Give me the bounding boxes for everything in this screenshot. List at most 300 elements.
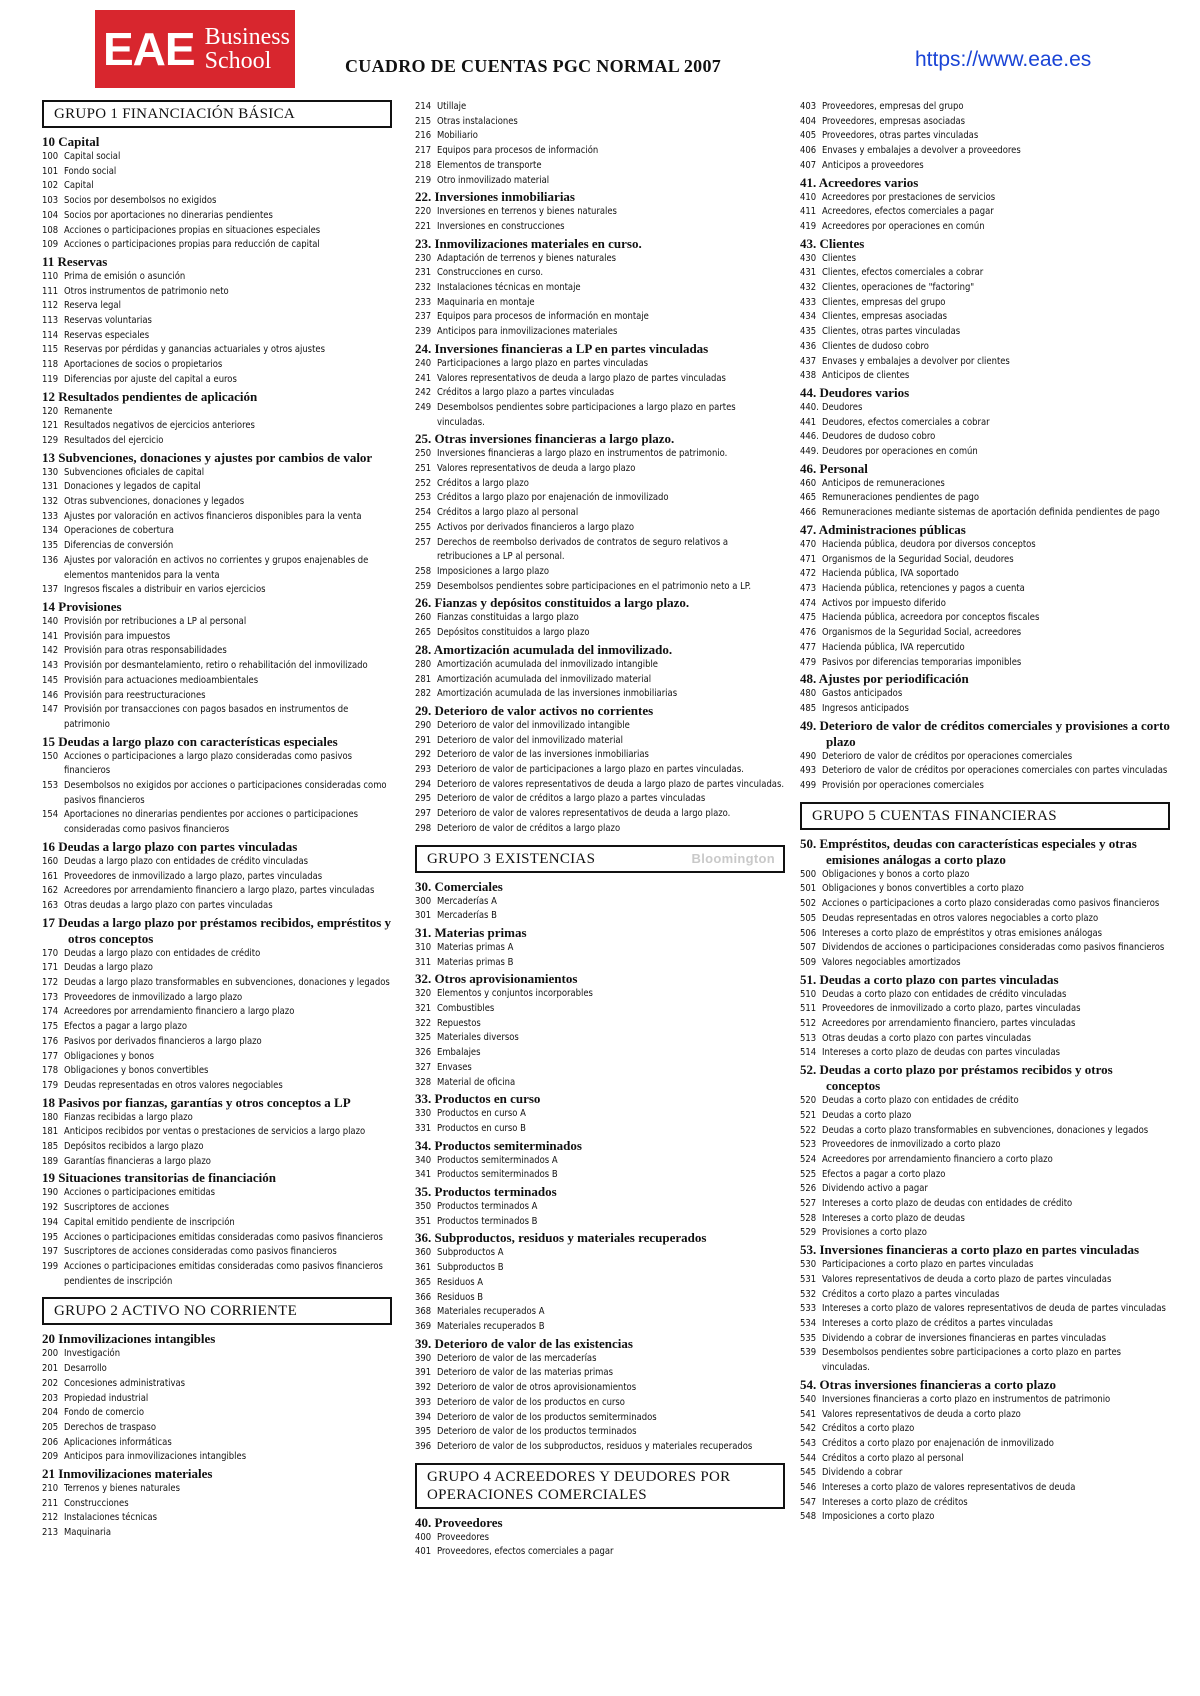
account-code: 502 <box>800 898 817 910</box>
subgroup-heading: 44. Deudores varios <box>800 384 910 400</box>
account-code: 237 <box>415 311 432 323</box>
account-code: 391 <box>415 1367 432 1379</box>
subgroup-heading: 33. Productos en curso <box>415 1091 541 1107</box>
account-name: Acciones o participaciones a corto plazo consideradas como pasivos financieros <box>822 898 1160 910</box>
account-item <box>415 1411 785 1426</box>
account-code: 221 <box>415 220 432 232</box>
accounts-column-1 <box>42 100 392 1541</box>
website-link[interactable]: https://www.eae.es <box>915 48 1092 71</box>
account-name: Dividendo a cobrar <box>822 1467 903 1479</box>
account-name: Inversiones en construcciones <box>437 220 565 232</box>
account-name: Productos terminados B <box>437 1215 538 1227</box>
account-name: Residuos B <box>437 1291 484 1303</box>
account-item <box>42 1050 392 1065</box>
account-name: Fondo de comercio <box>64 1407 145 1419</box>
account-code: 532 <box>800 1288 817 1300</box>
account-item <box>415 565 785 580</box>
account-name: Remuneraciones pendientes de pago <box>822 492 980 504</box>
account-code: 466 <box>800 507 817 519</box>
account-item <box>800 1197 1170 1212</box>
account-name: Propiedad industrial <box>64 1392 149 1404</box>
account-code: 480 <box>800 688 817 700</box>
account-code: 265 <box>415 627 432 639</box>
account-name: Deudas a largo plazo <box>64 962 153 974</box>
account-code: 130 <box>42 466 59 478</box>
account-code: 240 <box>415 357 432 369</box>
account-code: 114 <box>42 329 59 341</box>
account-item <box>415 1122 785 1137</box>
account-item <box>42 674 392 689</box>
account-name: Anticipos de clientes <box>822 370 910 382</box>
account-item <box>800 401 1170 416</box>
account-item <box>415 1061 785 1076</box>
account-code: 178 <box>42 1065 59 1077</box>
account-name: Hacienda pública, acreedora por conceptos fiscales <box>822 612 1040 624</box>
account-name: Ajustes por valoración en activos financieros disponibles para la venta <box>64 510 362 522</box>
account-name: Proveedores de inmovilizado a largo plazo, partes vinculadas <box>64 870 323 882</box>
account-code: 176 <box>42 1035 59 1047</box>
account-code: 190 <box>42 1187 59 1199</box>
account-code: 366 <box>415 1291 432 1303</box>
account-code: 528 <box>800 1212 817 1224</box>
account-item <box>415 447 785 462</box>
account-name: Depósitos recibidos a largo plazo <box>64 1141 204 1153</box>
accounts-column-2 <box>415 100 785 1560</box>
account-code: 150 <box>42 750 59 762</box>
account-item <box>415 325 785 340</box>
account-code: 119 <box>42 373 59 385</box>
account-name: Efectos a pagar a corto plazo <box>822 1168 946 1180</box>
account-name: Otro inmovilizado material <box>437 174 550 186</box>
account-code: 527 <box>800 1198 817 1210</box>
account-name: Construcciones en curso. <box>437 267 544 279</box>
account-item <box>415 281 785 296</box>
account-code: 160 <box>42 855 59 867</box>
subgroup-heading: 18 Pasivos por fianzas, garantías y otros conceptos a LP <box>42 1094 351 1110</box>
account-name: Deudas a corto plazo <box>822 1109 912 1121</box>
account-code: 474 <box>800 597 817 609</box>
account-code: 118 <box>42 359 59 371</box>
account-item <box>42 659 392 674</box>
account-name: Créditos a corto plazo al personal <box>822 1452 964 1464</box>
account-code: 544 <box>800 1452 817 1464</box>
account-item <box>415 491 785 506</box>
subgroup-heading: 35. Productos terminados <box>415 1184 557 1200</box>
account-code: 141 <box>42 630 59 642</box>
account-name: Deudas a largo plazo con entidades de crédito <box>64 947 261 959</box>
account-code: 325 <box>415 1032 432 1044</box>
account-name: Participaciones a largo plazo en partes vinculadas <box>437 357 649 369</box>
account-code: 280 <box>415 658 432 670</box>
account-item <box>415 144 785 159</box>
subgroup-heading: 41. Acreedores varios <box>800 174 919 190</box>
account-code: 472 <box>800 568 817 580</box>
account-item <box>42 1064 392 1079</box>
account-name: Materias primas B <box>437 956 514 968</box>
account-code: 540 <box>800 1393 817 1405</box>
subgroup-heading: 40. Proveedores <box>415 1514 503 1530</box>
account-name: Deterioro de valor de los productos en curso <box>437 1396 625 1408</box>
account-name: Diferencias por ajuste del capital a euros <box>64 373 237 385</box>
account-code: 214 <box>415 101 432 112</box>
account-code: 194 <box>42 1216 59 1228</box>
account-item <box>42 808 392 837</box>
account-name: Deterioro de valores representativos de deuda a largo plazo de partes vinculadas. <box>437 778 785 790</box>
account-item <box>415 1200 785 1215</box>
account-code: 202 <box>42 1377 59 1389</box>
account-code: 449. <box>800 446 819 458</box>
account-name: Combustibles <box>437 1003 495 1015</box>
account-name: Valores representativos de deuda a corto plazo <box>822 1408 1021 1420</box>
subgroup-heading: 32. Otros aprovisionamientos <box>415 971 578 987</box>
account-name: Gastos anticipados <box>822 688 903 700</box>
account-code: 110 <box>42 270 59 282</box>
account-code: 473 <box>800 582 817 594</box>
account-item <box>415 1291 785 1306</box>
account-code: 437 <box>800 355 817 367</box>
subgroup-heading: 21 Inmovilizaciones materiales <box>42 1466 213 1482</box>
account-code: 170 <box>42 947 59 959</box>
account-item <box>800 779 1170 794</box>
account-code: 210 <box>42 1483 59 1495</box>
account-item <box>415 1246 785 1261</box>
account-name: Material de oficina <box>437 1076 516 1088</box>
account-name: Repuestos <box>437 1017 481 1029</box>
account-item <box>415 1545 785 1560</box>
account-code: 521 <box>800 1109 817 1121</box>
account-item <box>800 1422 1170 1437</box>
account-item <box>800 1124 1170 1139</box>
account-item <box>415 1017 785 1032</box>
account-code: 331 <box>415 1122 432 1134</box>
account-item <box>42 1005 392 1020</box>
account-item <box>415 748 785 763</box>
account-name: Dividendos de acciones o participaciones consideradas como pasivos financieros <box>822 942 1165 954</box>
account-code: 368 <box>415 1306 432 1318</box>
account-code: 440. <box>800 401 819 413</box>
account-item <box>800 325 1170 340</box>
account-item <box>42 1450 392 1465</box>
account-name: Derechos de reembolso derivados de contratos de seguro relativos a retribuciones a LP al personal. <box>437 536 729 563</box>
account-name: Capital <box>64 180 94 192</box>
account-item <box>415 1107 785 1122</box>
account-name: Capital social <box>64 151 121 162</box>
account-code: 100 <box>42 151 59 162</box>
subgroup-heading: 12 Resultados pendientes de aplicación <box>42 388 258 404</box>
account-item <box>415 626 785 641</box>
account-name: Deterioro de valor de las mercaderías <box>437 1352 597 1364</box>
account-name: Deterioro de valor de los productos terminados <box>437 1426 637 1438</box>
account-item <box>800 115 1170 130</box>
account-code: 547 <box>800 1496 817 1508</box>
account-item <box>800 927 1170 942</box>
account-code: 390 <box>415 1352 432 1364</box>
account-name: Aportaciones de socios o propietarios <box>64 359 223 371</box>
account-name: Instalaciones técnicas <box>64 1512 157 1524</box>
account-item <box>800 597 1170 612</box>
account-code: 369 <box>415 1321 432 1332</box>
account-code: 360 <box>415 1247 432 1259</box>
account-item <box>42 1245 392 1260</box>
account-item <box>800 252 1170 267</box>
account-code: 103 <box>42 195 59 207</box>
account-item <box>42 466 392 481</box>
account-code: 490 <box>800 750 817 762</box>
account-name: Otras subvenciones, donaciones y legados <box>64 496 245 508</box>
account-code: 321 <box>415 1003 432 1015</box>
account-name: Acciones o participaciones emitidas consideradas como pasivos financieros <box>64 1231 383 1243</box>
account-code: 189 <box>42 1155 59 1167</box>
account-name: Otras instalaciones <box>437 115 518 127</box>
account-item <box>800 369 1170 384</box>
account-code: 432 <box>800 282 817 294</box>
account-name: Anticipos recibidos por ventas o prestaciones de servicios a largo plazo <box>64 1126 366 1138</box>
account-code: 500 <box>800 868 817 880</box>
account-item <box>800 626 1170 641</box>
account-item <box>42 1497 392 1512</box>
account-code: 438 <box>800 370 817 382</box>
account-name: Valores representativos de deuda a largo plazo de partes vinculadas <box>437 372 726 384</box>
account-item <box>415 100 785 115</box>
account-item <box>42 165 392 180</box>
account-item <box>800 491 1170 506</box>
group-heading-text: GRUPO 1 FINANCIACIÓN BÁSICA <box>54 106 296 122</box>
account-name: Socios por desembolsos no exigidos <box>64 195 217 207</box>
account-item <box>800 611 1170 626</box>
account-item <box>42 1347 392 1362</box>
account-item <box>42 539 392 554</box>
account-item <box>42 1035 392 1050</box>
account-name: Deudas representadas en otros valores negociables a corto plazo <box>822 912 1099 924</box>
account-item <box>800 764 1170 779</box>
account-code: 154 <box>42 809 59 821</box>
account-code: 546 <box>800 1482 817 1494</box>
account-code: 231 <box>415 267 432 279</box>
account-item <box>42 419 392 434</box>
account-item <box>415 580 785 595</box>
account-item <box>415 1031 785 1046</box>
account-name: Resultados del ejercicio <box>64 434 164 446</box>
account-code: 145 <box>42 674 59 686</box>
account-item <box>415 1076 785 1091</box>
account-name: Anticipos a proveedores <box>822 159 924 171</box>
account-item <box>42 510 392 525</box>
subgroup-heading: 24. Inversiones financieras a LP en partes vinculadas <box>415 340 709 356</box>
account-item <box>800 882 1170 897</box>
account-name: Ajustes por valoración en activos no corrientes y grupos enajenables de elementos mantenidos para la venta <box>64 554 369 581</box>
subgroup-heading: 34. Productos semiterminados <box>415 1137 582 1153</box>
account-item <box>800 1466 1170 1481</box>
account-code: 112 <box>42 300 59 312</box>
account-item <box>42 194 392 209</box>
account-code: 395 <box>415 1426 432 1438</box>
account-code: 535 <box>800 1332 817 1344</box>
account-name: Clientes de dudoso cobro <box>822 340 929 352</box>
account-item <box>800 1496 1170 1511</box>
account-code: 108 <box>42 224 59 236</box>
account-item <box>800 296 1170 311</box>
account-code: 470 <box>800 538 817 550</box>
account-code: 101 <box>42 165 59 177</box>
account-code: 215 <box>415 115 432 127</box>
account-code: 295 <box>415 793 432 805</box>
account-item <box>42 373 392 388</box>
account-code: 142 <box>42 645 59 657</box>
account-code: 212 <box>42 1512 59 1524</box>
account-name: Imposiciones a corto plazo <box>822 1511 935 1523</box>
account-code: 201 <box>42 1363 59 1375</box>
account-item <box>42 314 392 329</box>
account-item <box>415 1320 785 1335</box>
account-name: Elementos de transporte <box>437 159 542 171</box>
account-item <box>415 357 785 372</box>
account-code: 241 <box>415 372 432 384</box>
account-item <box>800 656 1170 671</box>
account-name: Resultados negativos de ejercicios anteriores <box>64 420 255 432</box>
account-name: Acreedores por prestaciones de servicios <box>822 191 996 203</box>
account-code: 174 <box>42 1006 59 1018</box>
account-code: 340 <box>415 1154 432 1166</box>
account-code: 476 <box>800 627 817 639</box>
account-code: 506 <box>800 927 817 939</box>
account-item <box>42 1216 392 1231</box>
account-item <box>415 734 785 749</box>
account-name: Anticipos de remuneraciones <box>822 477 945 489</box>
account-item <box>800 582 1170 597</box>
account-item <box>415 506 785 521</box>
account-name: Obligaciones y bonos <box>64 1050 155 1062</box>
account-code: 510 <box>800 988 817 1000</box>
account-code: 199 <box>42 1261 59 1272</box>
account-code: 460 <box>800 477 817 489</box>
subgroup-heading: 25. Otras inversiones financieras a largo plazo. <box>415 431 675 447</box>
account-name: Deterioro de valor de las materias primas <box>437 1367 613 1379</box>
account-name: Anticipos para inmovilizaciones intangibles <box>64 1451 247 1463</box>
account-code: 433 <box>800 296 817 308</box>
account-name: Deudas a corto plazo con entidades de crédito vinculadas <box>822 988 1067 1000</box>
account-item <box>800 567 1170 582</box>
account-name: Deterioro de valor de participaciones a largo plazo en partes vinculadas. <box>437 764 744 776</box>
account-item <box>415 129 785 144</box>
subgroup-heading: 52. Deudas a corto plazo por préstamos recibidos y otros conceptos <box>800 1062 1113 1094</box>
account-item <box>415 115 785 130</box>
account-code: 523 <box>800 1139 817 1151</box>
account-name: Acciones o participaciones propias para reducción de capital <box>64 239 320 251</box>
account-item <box>800 1317 1170 1332</box>
account-name: Materias primas A <box>437 941 514 953</box>
account-item <box>415 296 785 311</box>
subgroup-heading: 30. Comerciales <box>415 878 503 894</box>
account-item <box>800 1510 1170 1525</box>
account-name: Operaciones de cobertura <box>64 525 174 537</box>
account-code: 341 <box>415 1169 432 1181</box>
account-name: Deterioro de valor del inmovilizado material <box>437 734 623 746</box>
account-item <box>800 506 1170 521</box>
account-item <box>800 1032 1170 1047</box>
account-name: Deterioro de valor de créditos por operaciones comerciales <box>822 750 1073 762</box>
account-name: Intereses a corto plazo de valores representativos de deuda <box>822 1482 1076 1494</box>
account-item <box>42 976 392 991</box>
account-code: 281 <box>415 673 432 685</box>
account-name: Desembolsos pendientes sobre participaciones a largo plazo en partes vinculadas. <box>437 401 736 428</box>
account-code: 113 <box>42 315 59 327</box>
account-name: Envases y embalajes a devolver por clientes <box>822 355 1010 367</box>
subgroup-heading: 47. Administraciones públicas <box>800 521 966 537</box>
account-name: Clientes, efectos comerciales a cobrar <box>822 267 984 279</box>
account-name: Créditos a largo plazo al personal <box>437 507 579 519</box>
account-code: 300 <box>415 895 432 907</box>
account-code: 471 <box>800 553 817 565</box>
subgroup-heading: 53. Inversiones financieras a corto plazo en partes vinculadas <box>800 1242 1140 1258</box>
account-code: 403 <box>800 101 817 112</box>
account-name: Acreedores por arrendamiento financiero, partes vinculadas <box>822 1018 1076 1030</box>
account-item <box>415 909 785 924</box>
account-item <box>42 1392 392 1407</box>
account-code: 522 <box>800 1124 817 1136</box>
subgroup-heading: 16 Deudas a largo plazo con partes vinculadas <box>42 838 298 854</box>
account-item <box>42 1201 392 1216</box>
account-name: Proveedores de inmovilizado a corto plazo, partes vinculadas <box>822 1003 1081 1015</box>
account-code: 179 <box>42 1079 59 1091</box>
account-item <box>42 961 392 976</box>
account-item <box>42 750 392 779</box>
account-item <box>42 1125 392 1140</box>
subgroup-heading: 48. Ajustes por periodificación <box>800 671 969 687</box>
account-code: 146 <box>42 689 59 701</box>
account-item <box>800 159 1170 174</box>
account-code: 485 <box>800 702 817 714</box>
account-item <box>415 372 785 387</box>
account-code: 219 <box>415 174 432 186</box>
account-item <box>800 1288 1170 1303</box>
account-item <box>42 150 392 165</box>
account-item <box>42 779 392 808</box>
account-name: Deterioro de valor de créditos a largo plazo <box>437 822 621 834</box>
account-item <box>800 956 1170 971</box>
account-name: Desembolsos pendientes sobre participaciones en el patrimonio neto a LP. <box>437 580 752 592</box>
account-item <box>800 897 1170 912</box>
account-name: Intereses a corto plazo de créditos a partes vinculadas <box>822 1318 1053 1329</box>
account-code: 531 <box>800 1273 817 1285</box>
account-name: Intereses a corto plazo de deudas con partes vinculadas <box>822 1047 1061 1059</box>
accounts-column-3 <box>800 100 1170 1525</box>
account-item <box>415 941 785 956</box>
account-item <box>42 1362 392 1377</box>
account-code: 171 <box>42 962 59 974</box>
account-name: Construcciones <box>64 1497 129 1509</box>
account-item <box>415 658 785 673</box>
account-code: 419 <box>800 220 817 232</box>
subgroup-heading: 51. Deudas a corto plazo con partes vinculadas <box>800 971 1059 987</box>
account-item <box>415 1154 785 1169</box>
account-name: Acciones o participaciones propias en situaciones especiales <box>64 224 321 236</box>
account-code: 136 <box>42 554 59 566</box>
account-item <box>800 445 1170 460</box>
account-name: Equipos para procesos de información en montaje <box>437 311 649 323</box>
account-name: Provisiones a corto plazo <box>822 1227 927 1239</box>
account-code: 541 <box>800 1408 817 1420</box>
subgroup-heading: 29. Deterioro de valor activos no corrientes <box>415 702 654 718</box>
account-code: 211 <box>42 1497 59 1509</box>
subgroup-heading: 43. Clientes <box>800 235 865 251</box>
account-name: Provisión por desmantelamiento, retiro o rehabilitación del inmovilizado <box>64 660 368 672</box>
account-item <box>800 912 1170 927</box>
account-name: Deudas a corto plazo transformables en subvenciones, donaciones y legados <box>822 1124 1149 1136</box>
account-code: 120 <box>42 405 59 417</box>
account-code: 292 <box>415 749 432 761</box>
subgroup-heading: 19 Situaciones transitorias de financiación <box>42 1170 277 1186</box>
account-code: 251 <box>415 463 432 475</box>
